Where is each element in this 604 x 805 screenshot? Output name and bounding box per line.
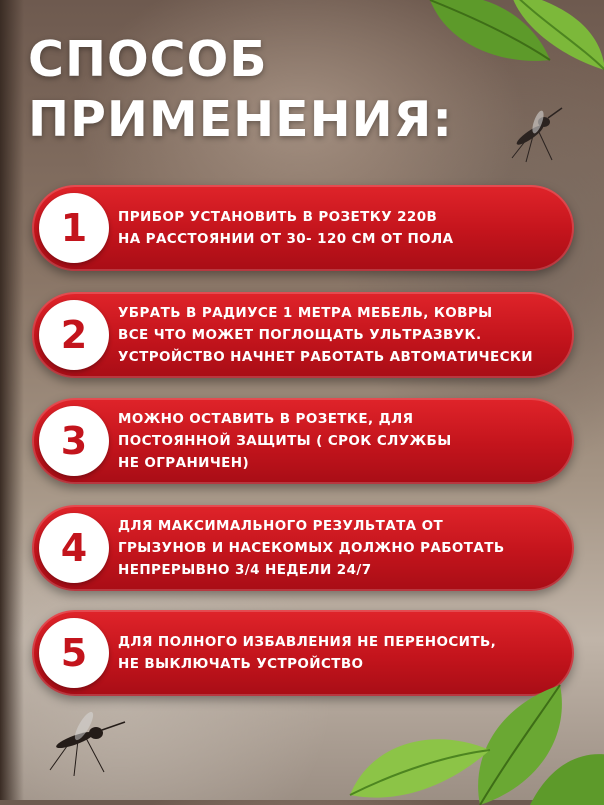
- title-line-2: ПРИМЕНЕНИЯ:: [28, 91, 453, 148]
- step-4: [32, 505, 574, 591]
- leaf-icon: [330, 665, 604, 805]
- step-2: [32, 292, 574, 378]
- step-number-badge: 2: [39, 300, 109, 370]
- step-text-wrap: [118, 292, 562, 378]
- step-text-wrap: [118, 505, 562, 591]
- step-1: [32, 185, 574, 271]
- step-text: ДЛЯ МАКСИМАЛЬНОГО РЕЗУЛЬТАТА ОТ ГРЫЗУНОВ И НАСЕКОМЫХ ДОЛЖНО РАБОТАТЬ НЕПРЕРЫВНО 3/4 НЕДЕЛИ 24/7: [118, 518, 505, 578]
- step-text: УБРАТЬ В РАДИУСЕ 1 МЕТРА МЕБЕЛЬ, КОВРЫ ВСЕ ЧТО МОЖЕТ ПОГЛОЩАТЬ УЛЬТРАЗВУК. УСТРОЙСТВО НАЧНЕТ РАБОТАТЬ АВТОМАТИЧЕСКИ: [118, 305, 534, 365]
- step-text: ДЛЯ ПОЛНОГО ИЗБАВЛЕНИЯ НЕ ПЕРЕНОСИТЬ, НЕ ВЫКЛЮЧАТЬ УСТРОЙСТВО: [118, 634, 497, 672]
- step-number-badge: 4: [39, 513, 109, 583]
- step-number-badge: 5: [39, 618, 109, 688]
- mosquito-icon: [40, 700, 130, 780]
- step-text-wrap: [118, 185, 562, 271]
- step-text: МОЖНО ОСТАВИТЬ В РОЗЕТКЕ, ДЛЯ ПОСТОЯННОЙ ЗАЩИТЫ ( СРОК СЛУЖБЫ НЕ ОГРАНИЧЕН): [118, 411, 452, 471]
- step-number-badge: 1: [39, 193, 109, 263]
- title-line-1: СПОСОБ: [28, 31, 268, 88]
- step-number-badge: 3: [39, 406, 109, 476]
- step-3: [32, 398, 574, 484]
- step-text-wrap: [118, 398, 562, 484]
- step-text: ПРИБОР УСТАНОВИТЬ В РОЗЕТКУ 220В НА РАССТОЯНИИ ОТ 30- 120 СМ ОТ ПОЛА: [118, 209, 454, 247]
